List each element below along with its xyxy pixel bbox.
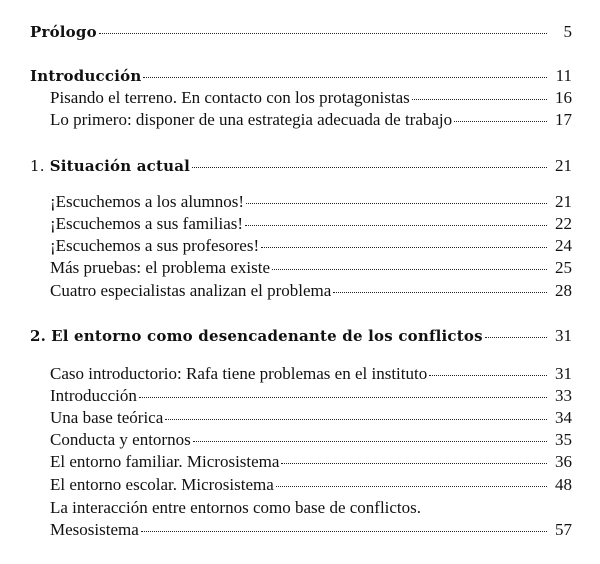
toc-subentry[interactable] [50, 236, 572, 256]
toc-entry-title: El entorno como desencadenante de los conflictos [51, 327, 483, 345]
dot-leader [99, 32, 547, 34]
toc-entry-title: Conducta y entornos [50, 430, 191, 449]
toc-entry-page: 21 [555, 156, 572, 175]
toc-subentry[interactable] [50, 408, 572, 428]
toc-subentry[interactable] [50, 386, 572, 406]
toc-entry-page: 31 [555, 326, 572, 345]
dot-leader [485, 336, 547, 338]
toc-entry-page: 31 [555, 364, 572, 383]
toc-entry-page: 28 [555, 281, 572, 300]
dot-leader [261, 246, 547, 248]
toc-subentry[interactable] [50, 364, 572, 384]
toc-entry-page: 33 [555, 386, 572, 405]
toc-entry-title: Cuatro especialistas analizan el problema [50, 281, 332, 300]
toc-entry-page: 16 [555, 88, 572, 107]
dot-leader [141, 530, 547, 532]
toc-entry-title: ¡Escuchemos a sus familias! [50, 214, 244, 233]
toc-chapter-number: 1. [30, 157, 45, 175]
toc-entry-page: 25 [555, 258, 572, 277]
dot-leader [276, 485, 547, 487]
toc-entry-title: Una base teórica [50, 408, 164, 427]
dot-leader [192, 166, 547, 168]
dot-leader [333, 291, 547, 293]
dot-leader [165, 418, 547, 420]
toc-entry-page: 21 [555, 192, 572, 211]
toc-entry-title: El entorno familiar. Microsistema [50, 452, 280, 471]
toc-entry-title: Introducción [50, 386, 137, 405]
dot-leader [429, 374, 547, 376]
toc-entry-page: 35 [555, 430, 572, 449]
toc-entry-page: 11 [555, 66, 572, 85]
toc-entry-title: Situación actual [49, 157, 191, 175]
toc-entry-title: ¡Escuchemos a los alumnos! [50, 192, 245, 211]
dot-leader [139, 396, 547, 398]
toc-entry-page: 24 [555, 236, 572, 255]
toc-entry-page: 48 [555, 475, 572, 494]
dot-leader [143, 76, 547, 78]
toc-entry-title: Prólogo [30, 23, 97, 41]
toc-subentry[interactable] [50, 430, 572, 450]
toc-entry-title: Pisando el terreno. En contacto con los protagonistas [50, 88, 410, 107]
toc-subentry[interactable] [50, 520, 572, 540]
toc-entry-title: Mesosistema [50, 520, 139, 539]
toc-entry-title: Más pruebas: el problema existe [50, 258, 270, 277]
toc-subentry[interactable] [50, 258, 572, 278]
toc-entry-introduccion[interactable] [30, 66, 572, 86]
toc-entry-page: 57 [555, 520, 572, 539]
toc-entry-prologo[interactable] [30, 22, 572, 42]
toc-chapter-number: 2. [30, 327, 47, 345]
toc-subentry[interactable] [50, 475, 572, 495]
toc-subentry[interactable] [50, 192, 572, 212]
dot-leader [246, 202, 547, 204]
dot-leader [193, 440, 547, 442]
toc-subentry[interactable] [50, 214, 572, 234]
toc-subentry[interactable] [50, 110, 572, 130]
toc-entry-title: Caso introductorio: Rafa tiene problemas en el instituto [50, 364, 428, 383]
toc-subentry-line1: La interacción entre entornos como base de conflictos. [50, 498, 422, 517]
toc-entry-page: 36 [555, 452, 572, 471]
toc-entry-page: 22 [555, 214, 572, 233]
dot-leader [245, 224, 547, 226]
toc-entry-title: ¡Escuchemos a sus profesores! [50, 236, 260, 255]
toc-entry-title: El entorno escolar. Microsistema [50, 475, 274, 494]
dot-leader [272, 268, 547, 270]
dot-leader [412, 98, 547, 100]
toc-entry-page: 5 [563, 22, 572, 41]
toc-entry-page: 34 [555, 408, 572, 427]
dot-leader [454, 120, 547, 122]
dot-leader [281, 462, 547, 464]
toc-chapter-1[interactable] [30, 156, 572, 176]
toc-subentry[interactable] [50, 88, 572, 108]
toc-subentry[interactable] [50, 452, 572, 472]
toc-entry-page: 17 [555, 110, 572, 129]
toc-entry-title: Lo primero: disponer de una estrategia adecuada de trabajo [50, 110, 453, 129]
toc-chapter-2[interactable] [30, 326, 572, 346]
toc-entry-title: Introducción [30, 67, 142, 85]
toc-subentry[interactable] [50, 281, 572, 301]
